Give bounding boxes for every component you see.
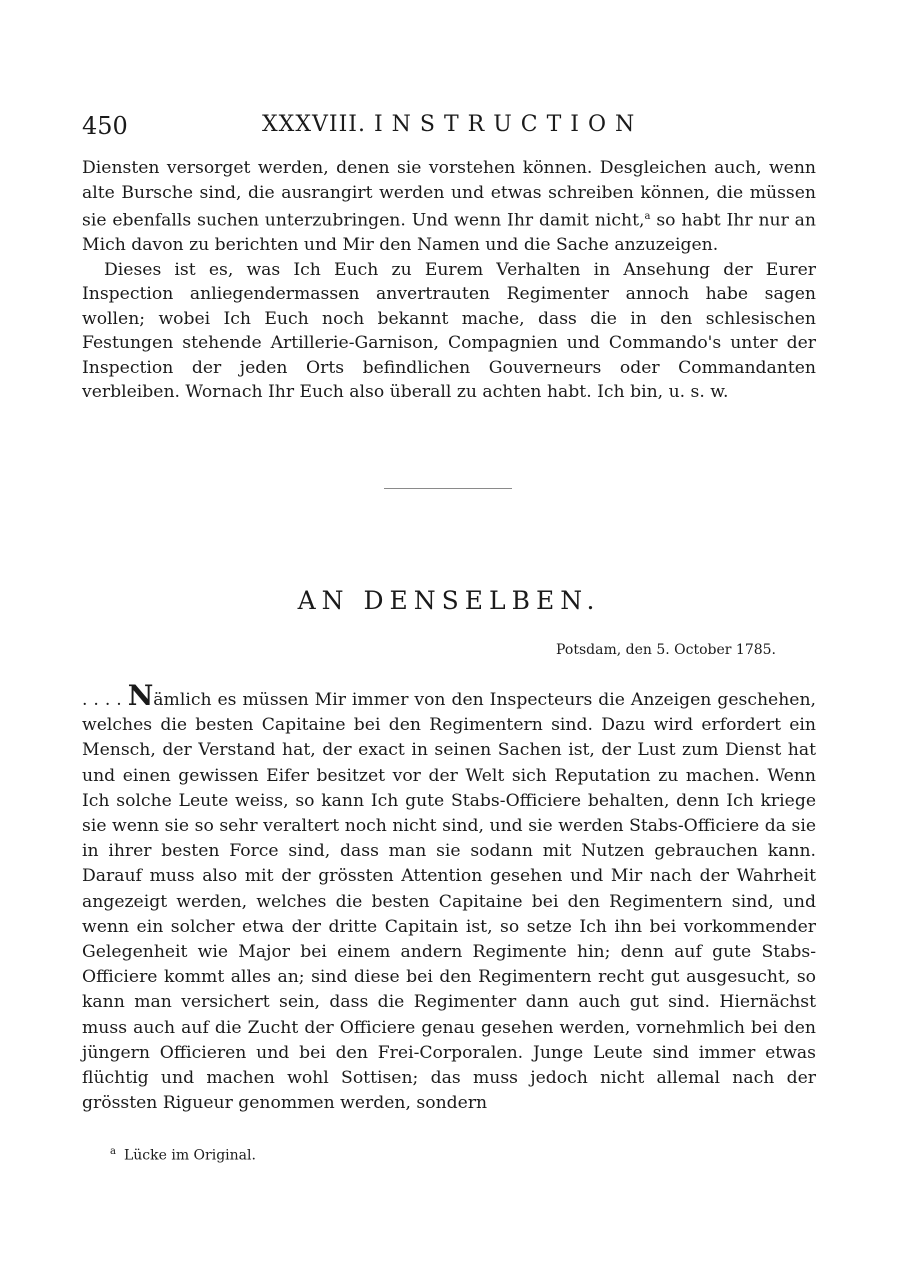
letter-dateline: Potsdam, den 5. October 1785.	[556, 642, 776, 658]
footnote-marker: a	[644, 211, 651, 222]
footnote-mark: a	[110, 1146, 116, 1157]
footnote	[110, 1146, 256, 1164]
running-head	[82, 112, 816, 142]
page-number: 450	[82, 112, 128, 140]
initial-letter: N	[127, 679, 154, 712]
continuation-text	[82, 156, 816, 405]
letter-body	[82, 679, 816, 1116]
footnote-text: Lücke im Original.	[123, 1147, 256, 1164]
ellipsis-lead: . . . .	[82, 690, 128, 710]
paragraph-closing: Dieses ist es, was Ich Euch zu Eurem Verhalten in Ansehung der Eurer Inspection anliegendermassen anvertrauten Regimenter annoch habe sagen wollen; wobei Ich Euch noch bekannt mache, dass die in den schlesischen Festungen stehende Artillerie-Garnison, Compagnien und Commando's unter der Inspection der jeden Orts befindlichen Gouverneurs oder Commandanten verbleiben. Wornach Ihr Euch also überall zu achten habt. Ich bin, u. s. w.	[82, 259, 816, 403]
paragraph-continued: Diensten versorget werden, denen sie vorstehen können. Desgleichen auch, wenn alte Bursche sind, die ausrangirt werden und etwas schreiben können, die müssen sie ebenfalls suchen unterzubringen. Und wenn Ihr damit nicht,$^a$ so habt Ihr nur an Mich davon zu berichten und Mir den Namen und die Sache anzuzeigen.	[82, 158, 816, 256]
letter-heading: AN DENSELBEN.	[297, 586, 601, 615]
running-title	[262, 112, 643, 137]
letter-paragraph	[82, 679, 816, 1116]
section-divider	[384, 488, 512, 489]
chapter-title: INSTRUCTION	[373, 112, 644, 137]
letter-text: ämlich es müssen Mir immer von den Inspecteurs die Anzeigen geschehen, welches die besten Capitaine bei den Regimentern sind. Dazu wird erfordert ein Mensch, der Verstand hat, der exact in seinen Sachen ist, der Lust zum Dienst hat und einen gewissen Eifer besitzet vor der Welt sich Reputation zu machen. Wenn Ich solche Leute weiss, so kann Ich gute Stabs-Officiere behalten, denn Ich kriege sie wenn sie so sehr veraltert noch nicht sind, und sie werden Stabs-Officiere da sie in ihrer besten Force sind, dass man sie sodann mit Nutzen gebrauchen kann. Darauf muss also mit der grössten Attention gesehen und Mir nach der Wahrheit angezeigt werden, welches die besten Capitaine bei den Regimentern sind, und wenn ein solcher etwa der dritte Capitain ist, so setze Ich ihn bei vorkommender Gelegenheit wie Major bei einem andern Regimente hin; denn auf gute Stabs-Officiere kommt alles an; sind diese bei den Regimentern recht gut ausgesucht, so kann man versichert sein, dass die Regimenter dann auch gut sind. Hiernächst muss auch auf die Zucht der Officiere genau gesehen werden, vornehmlich bei den jüngern Officieren und bei den Frei-Corporalen. Junge Leute sind immer etwas flüchtig und machen wohl Sottisen; das muss jedoch nicht allemal nach der grössten Rigueur genommen werden, sondern	[82, 690, 816, 1114]
chapter-number: XXXVIII.	[262, 112, 366, 137]
